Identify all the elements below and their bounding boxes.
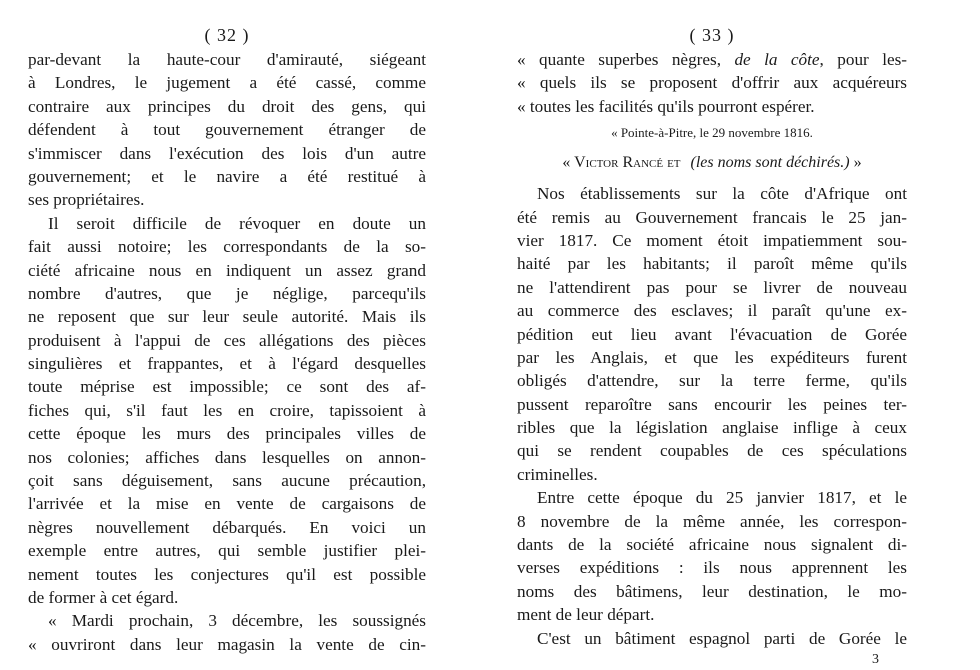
text-line: criminelles. (517, 464, 598, 484)
text-line: cette époque les murs des principales villes de (28, 424, 426, 444)
text-line: été remis au Gouvernement francais le 25 jan- (517, 207, 907, 227)
text-line: ne l'attendirent pas pour se livrer de nouveau (517, 277, 907, 297)
text-line: haité par les habitants; il paroît même qu'ils (517, 254, 907, 274)
text-line: pédition eut lieu avant l'évacuation de Gorée (517, 324, 907, 344)
text-line: singulières et frappantes, et à l'égard desquelles (28, 354, 426, 374)
text-line: produisent à l'appui de ces allégations des pièces (28, 330, 426, 350)
text-line: à Londres, le jugement a été cassé, comme (28, 73, 426, 93)
text-line: qui se rendent coupables de ces spéculations (517, 441, 907, 461)
quote-line: « quels ils se proposent d'offrir aux acquéreurs (517, 73, 907, 93)
quote-line: « toutes les facilités qu'ils pourront espérer. (517, 96, 815, 116)
text-line: par les Anglais, et que les expéditeurs furent (517, 347, 907, 367)
text-line: noms des bâtimens, leur destination, le mo- (517, 581, 907, 601)
right-page-text (517, 182, 907, 650)
text-line: gouvernement; et le navire a été restitué à (28, 166, 426, 186)
text-line: par-devant la haute-cour d'amirauté, siégeant (28, 50, 426, 69)
text-line: 8 novembre de la même année, les correspon- (517, 511, 907, 531)
text-line: nombre d'autres, que je néglige, parcequ'ils (28, 283, 426, 303)
text-line: ment de leur départ. (517, 605, 655, 625)
text-line: vier 1817. Ce moment étoit impatiemment sou- (517, 230, 907, 250)
text-line: nement toutes les conjectures qu'il est possible (28, 564, 426, 584)
text-line: fait aussi notoire; les correspondants de la so- (28, 237, 426, 257)
signature-end: » (853, 154, 862, 172)
page-number-right: ( 33 ) (689, 25, 735, 45)
sheet-signature-mark: 3 (872, 651, 879, 667)
text-line: l'arrivée et la mise en vente de cargaisons de (28, 494, 426, 514)
right-page-quote (517, 48, 907, 118)
signature-line (517, 148, 907, 180)
quote-line (517, 48, 907, 71)
text-line: ses propriétaires. (28, 190, 145, 210)
text-line: nos colonies; affiches dans lesquelles on annon- (28, 447, 426, 467)
quote-italic: de la côte (734, 50, 820, 69)
text-line: exemple entre autres, qui semble justifier plei- (28, 541, 426, 561)
signature-note: (les noms sont déchirés.) (690, 154, 850, 172)
text-line: C'est un bâtiment espagnol parti de Gorée le (537, 628, 907, 648)
quote-line-start: « quante superbes nègres, (517, 50, 735, 69)
text-line: au commerce des esclaves; il paraît qu'une ex- (517, 301, 907, 321)
text-line: Il seroit difficile de révoquer en doute un (48, 213, 426, 233)
text-line: dants de la société africaine nous signalent di- (517, 535, 907, 555)
text-line: nègres nouvellement débarqués. En voici un (28, 517, 426, 537)
quote-line-end: , pour les- (819, 50, 908, 69)
text-line: de former à cet égard. (28, 587, 179, 607)
left-page (28, 0, 426, 659)
text-line: Entre cette époque du 25 janvier 1817, et le (537, 488, 907, 508)
text-line: verses expéditions : ils nous apprennent les (517, 558, 907, 578)
text-line: ne reposent que sur leur seule autorité. Mais ils (28, 307, 426, 327)
text-line: défendent à tout gouvernement étranger de (28, 120, 426, 140)
left-page-text (28, 48, 426, 656)
text-line: « Mardi prochain, 3 décembre, les soussignés (48, 611, 426, 631)
text-line: ciété africaine nous en indiquent un assez grand (28, 260, 426, 280)
signature-name: « Victor Rancé et (562, 154, 681, 172)
text-line: « ouvriront dans leur magasin la vente de cin- (28, 634, 426, 654)
text-line: pussent reparoître sans encourir les peines ter- (517, 394, 907, 414)
text-line: Nos établissements sur la côte d'Afrique ont (537, 184, 907, 204)
dateline: « Pointe-à-Pitre, le 29 novembre 1816. (611, 125, 813, 141)
text-line: ribles que la législation anglaise inflige à ceux (517, 418, 907, 438)
text-line: contraire aux principes du droit des gens, qui (28, 96, 426, 116)
text-line: s'immiscer dans l'exécution des lois d'un autre (28, 143, 426, 163)
text-line: toute méprise est impossible; ce sont des af- (28, 377, 426, 397)
text-line: obligés d'attendre, sur la terre ferme, qu'ils (517, 371, 907, 391)
text-line: fiches qui, s'il faut les en croire, tapissoient à (28, 400, 426, 420)
page-number-left: ( 32 ) (204, 25, 250, 45)
right-page (517, 0, 908, 667)
text-line: çoit sans déguisement, sans aucune précaution, (28, 471, 426, 491)
